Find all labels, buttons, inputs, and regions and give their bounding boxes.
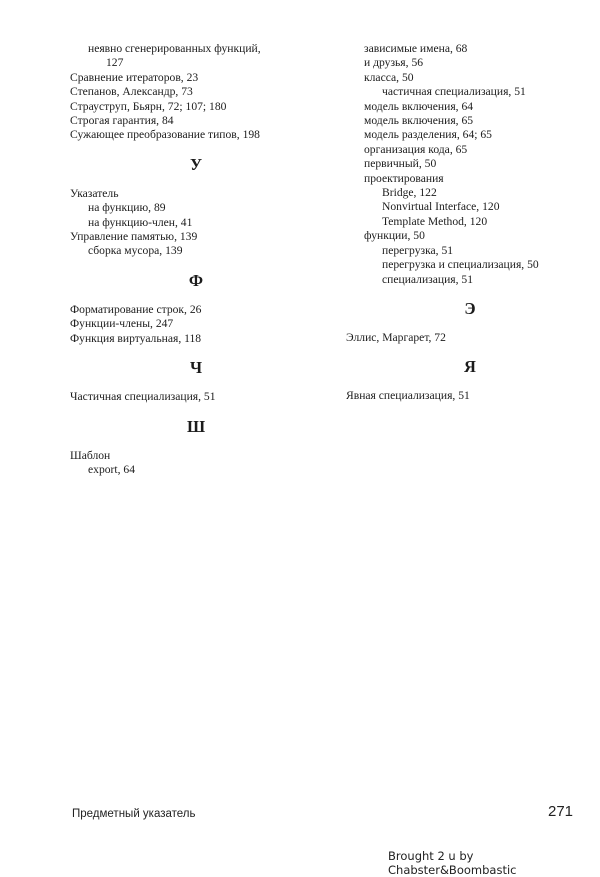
index-subentry: перегрузка и специализация, 50 — [382, 258, 539, 272]
index-subentry: частичная специализация, 51 — [382, 85, 526, 99]
index-entry: Форматирование строк, 26 — [70, 302, 202, 316]
footer-section-title: Предметный указатель — [72, 808, 196, 820]
index-subentry: и друзья, 56 — [364, 56, 424, 70]
index-letter-heading: Я — [464, 357, 476, 377]
index-subentry: специализация, 51 — [382, 272, 474, 286]
index-entry: Эллис, Маргарет, 72 — [346, 330, 446, 344]
index-subentry: неявно сгенерированных функций, — [88, 42, 261, 55]
index-letter-heading: Э — [464, 298, 476, 318]
index-entry: Сравнение итераторов, 23 — [70, 70, 199, 84]
index-subentry: перегрузка, 51 — [382, 243, 454, 257]
index-subentry: на функцию-член, 41 — [88, 215, 193, 229]
index-subentry: модель включения, 64 — [364, 99, 474, 113]
index-subentry: модель включения, 65 — [364, 114, 474, 128]
index-letter-heading: Ф — [188, 270, 204, 290]
index-subentry: export, 64 — [88, 462, 136, 476]
index-entry: Управление памятью, 139 — [70, 230, 198, 244]
index-subentry: первичный, 50 — [364, 157, 437, 171]
index-subentry: 127 — [106, 56, 124, 70]
index-letter-heading: Ч — [189, 358, 203, 378]
page-number: 271 — [548, 803, 574, 820]
index-entry: Строгая гарантия, 84 — [70, 114, 174, 128]
index-entry: Степанов, Александр, 73 — [70, 85, 193, 99]
index-subentry: модель разделения, 64; 65 — [364, 128, 492, 142]
index-entry: Сужающее преобразование типов, 198 — [70, 128, 260, 142]
index-entry: Явная специализация, 51 — [346, 389, 470, 403]
index-subentry: Template Method, 120 — [382, 214, 488, 228]
scan-credit: Brought 2 u by Chabster&Boombastic — [388, 849, 517, 877]
index-subentry: класса, 50 — [364, 70, 414, 84]
index-entry: Шаблон — [70, 448, 111, 462]
index-letter-heading: Ш — [186, 416, 206, 436]
index-subentry: сборка мусора, 139 — [88, 244, 183, 258]
index-subentry: Bridge, 122 — [382, 186, 437, 200]
index-subentry: зависимые имена, 68 — [364, 42, 468, 55]
index-subentry: Nonvirtual Interface, 120 — [382, 200, 500, 214]
index-entry: Функция виртуальная, 118 — [70, 331, 202, 345]
index-entry: Частичная специализация, 51 — [70, 390, 216, 404]
index-subentry: функции, 50 — [364, 229, 425, 243]
index-subentry: организация кода, 65 — [364, 142, 468, 156]
index-column-right — [346, 42, 586, 404]
index-column-left — [70, 42, 340, 477]
index-subentry: на функцию, 89 — [88, 201, 166, 215]
index-entry: Страуструп, Бьярн, 72; 107; 180 — [70, 99, 227, 113]
index-entry: Функции-члены, 247 — [70, 317, 174, 331]
index-subentry: проектирования — [364, 171, 444, 185]
index-letter-heading: У — [189, 154, 203, 174]
index-entry: Указатель — [70, 186, 119, 200]
